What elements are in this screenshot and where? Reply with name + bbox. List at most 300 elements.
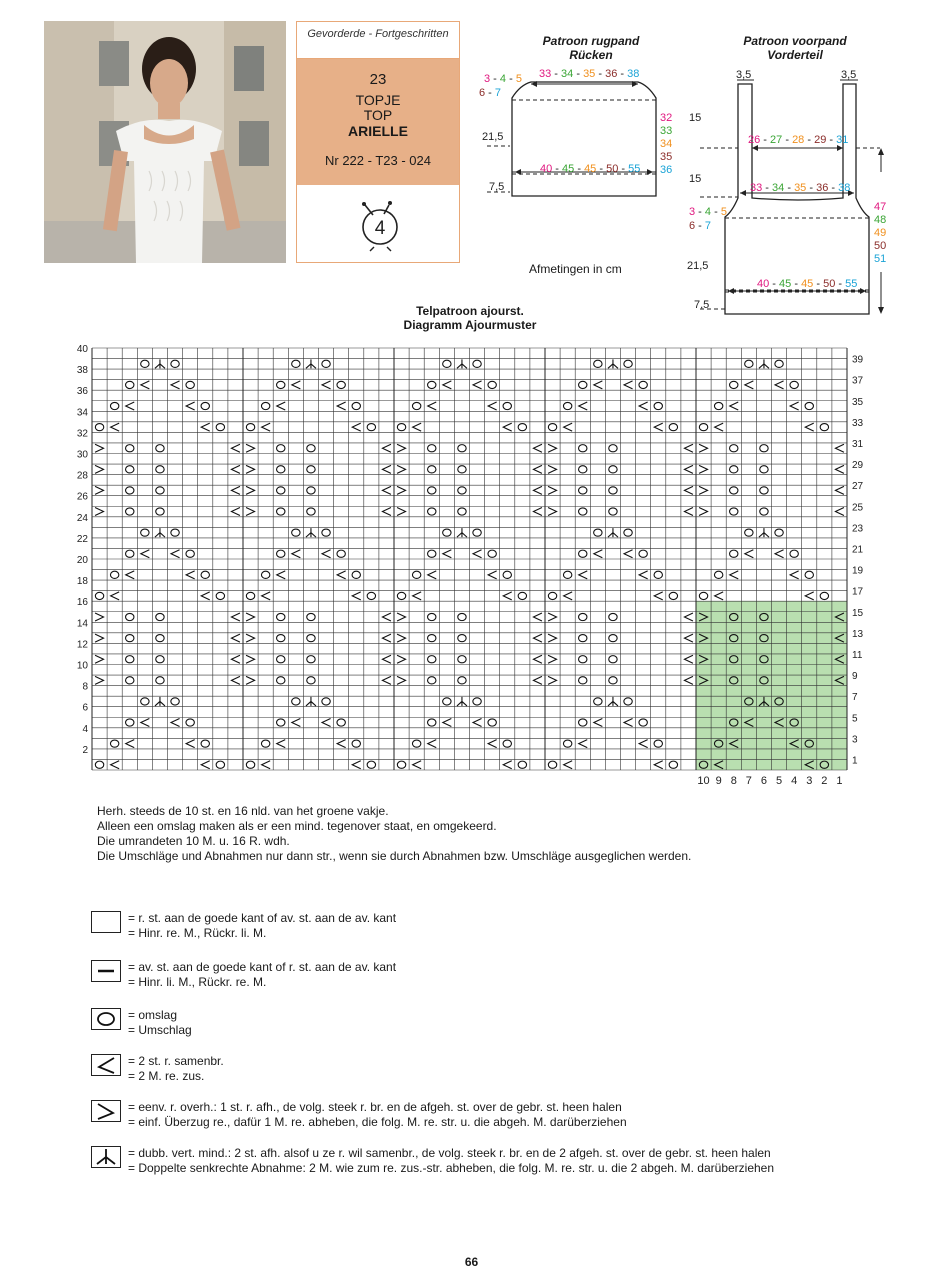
front-bottom-width: 40 - 45 - 45 - 50 - 55 [757,278,858,290]
yarn-over-symbol [261,740,269,747]
column-number: 7 [745,775,752,787]
legend-text-de: = Doppelte senkrechte Abnahme: 2 M. wie zum re. zus.-str. abheben, die folg. M. re. str. u. die 2 abgeh. M. darüberziehen [128,1161,775,1175]
yarn-over-symbol [639,381,647,388]
yarn-over-symbol [473,529,481,536]
back-title-de: Rücken [569,48,613,62]
k2tog-symbol [639,740,648,748]
yarn-over-symbol [503,571,511,578]
row-number-left: 36 [76,386,88,398]
yarn-over-symbol [579,466,587,473]
yarn-over-symbol [156,656,164,663]
yarn-over-symbol [805,402,813,409]
yarn-over-symbol [428,381,436,388]
row-number-left: 4 [82,723,88,735]
ssk-symbol [548,676,557,684]
ssk-symbol [397,655,406,663]
yarn-over-symbol [443,360,451,367]
yarn-over-symbol [548,761,556,768]
k2tog-symbol [684,676,693,684]
legend-text-nl: = 2 st. r. samenbr. [128,1054,224,1068]
legend-text-nl: = av. st. aan de goede kant of r. st. aan de av. kant [128,960,397,974]
k2tog-symbol [382,465,391,473]
ssk-symbol [95,444,104,452]
yarn-over-symbol [443,698,451,705]
yarn-over-symbol [352,740,360,747]
yarn-over-symbol [730,445,738,452]
yarn-over-symbol [156,508,164,515]
double-decrease-symbol [457,697,467,706]
yarn-over-symbol [775,529,783,536]
ssk-symbol [397,676,406,684]
yarn-over-symbol [126,550,134,557]
yarn-over-symbol [156,677,164,684]
yarn-over-symbol [805,571,813,578]
yarn-over-symbol [669,592,677,599]
k2tog-symbol [715,423,724,431]
yarn-over-symbol [261,571,269,578]
ssk-symbol [699,508,708,516]
k2tog-symbol [413,761,422,769]
ssk-symbol [548,634,557,642]
k2tog-symbol [337,740,346,748]
note-line: Herh. steeds de 10 st. en 16 nld. van het groene vakje. [97,804,389,818]
k2tog-symbol [503,761,512,769]
k2tog-symbol [382,676,391,684]
front-schematic [680,62,900,324]
k2tog-symbol [201,761,210,769]
yarn-over-symbol [412,740,420,747]
yarn-over-symbol [307,466,315,473]
k2tog-symbol [126,402,135,410]
yarn-over-symbol [186,381,194,388]
yarn-over-symbol [488,381,496,388]
ssk-symbol [699,444,708,452]
row-number-left: 10 [76,660,88,672]
yarn-over-symbol [579,656,587,663]
ssk-symbol [548,508,557,516]
k2tog-symbol [684,465,693,473]
pattern-title-band [297,59,459,185]
ssk-symbol [246,465,255,473]
ssk-symbol [548,655,557,663]
yarn-over-symbol [563,571,571,578]
yarn-over-symbol [579,677,587,684]
k2tog-symbol [443,550,452,558]
yarn-over-symbol [156,487,164,494]
ssk-symbol [397,486,406,494]
front-title [720,34,870,62]
k2tog-symbol [745,550,754,558]
yarn-over-symbol [820,592,828,599]
yarn-over-symbol [518,761,526,768]
yarn-over-symbol [654,571,662,578]
yarn-over-symbol [216,424,224,431]
yarn-over-symbol [141,529,149,536]
yarn-over-symbol [458,466,466,473]
k2tog-symbol [730,402,739,410]
k2tog-symbol [564,592,573,600]
row-number-right: 29 [852,460,864,472]
pattern-name-model: ARIELLE [348,123,408,139]
pattern-info-card [296,21,460,263]
double-decrease-symbol [759,528,769,537]
k2tog-symbol [292,381,301,389]
row-number-right: 19 [852,565,864,577]
yarn-over-symbol [548,592,556,599]
ssk-symbol [246,444,255,452]
yarn-over-symbol [458,487,466,494]
yarn-over-symbol [428,635,436,642]
k2tog-symbol [322,381,331,389]
yarn-over-symbol [730,487,738,494]
legend-text-nl: = dubb. vert. mind.: 2 st. afh. alsof u ze r. wil samenbr., de volg. steek r. br. en de 2 afgeh. st. over de gebr. st. heen halen [128,1146,771,1160]
yarn-over-symbol [609,445,617,452]
k2tog-symbol [382,486,391,494]
yarn-over-symbol [397,761,405,768]
yarn-over-symbol [201,740,209,747]
k2tog-symbol [186,571,195,579]
yarn-over-symbol [518,592,526,599]
yarn-over-symbol [171,698,179,705]
k2tog-symbol [126,571,135,579]
k2tog-symbol [201,423,210,431]
k2tog-symbol [352,423,361,431]
difficulty-badge [297,185,459,263]
yarn-over-symbol [352,571,360,578]
ssk-symbol [95,465,104,473]
k2tog-symbol [352,761,361,769]
row-number-right: 1 [852,755,858,767]
skill-level: Gevorderde - Fortgeschritten [297,22,459,59]
row-number-right: 39 [852,354,864,366]
row-number-right: 31 [852,438,864,450]
yarn-over-symbol [428,719,436,726]
k2tog-symbol [277,571,286,579]
yarn-over-symbol [473,360,481,367]
yarn-over-symbol [292,529,300,536]
yarn-over-symbol [458,613,466,620]
front-side-top-a: 3 - 4 - 5 [689,206,727,218]
yarn-over-symbol [95,424,103,431]
yarn-over-symbol [307,487,315,494]
yarn-over-symbol [156,466,164,473]
k2tog-symbol [488,740,497,748]
k2tog-symbol [352,592,361,600]
k2tog-symbol [231,613,240,621]
yarn-over-symbol [458,508,466,515]
double-decrease-symbol [608,528,618,537]
double-decrease-symbol [457,359,467,368]
k2tog-symbol [775,550,784,558]
row-number-left: 18 [76,576,88,588]
column-number: 8 [730,775,737,787]
k2tog-symbol [639,402,648,410]
ssk-symbol [95,634,104,642]
k2tog-symbol [654,761,663,769]
front-bottom-label: 7,5 [694,299,710,311]
yarn-over-symbol [307,613,315,620]
yarn-over-symbol [790,550,798,557]
k2tog-symbol [579,740,588,748]
yarn-over-symbol [307,445,315,452]
k2tog-symbol [201,592,210,600]
yarn-over-symbol [277,466,285,473]
double-decrease-symbol [155,359,165,368]
yarn-over-symbol [820,424,828,431]
row-number-left: 12 [76,639,88,651]
legend-text-de: = Hinr. li. M., Rückr. re. M. [128,975,267,989]
k2tog-symbol [684,634,693,642]
k2tog-symbol [277,740,286,748]
yarn-over-symbol [337,550,345,557]
back-title-nl: Patroon rugpand [542,34,640,48]
yarn-over-symbol [307,508,315,515]
k2tog-symbol [533,613,542,621]
k2tog-symbol [790,571,799,579]
k2tog-symbol [533,486,542,494]
k2tog-symbol [835,508,844,516]
legend-text-de: = Umschlag [128,1023,192,1037]
yarn-over-symbol [277,381,285,388]
yarn-over-symbol [428,550,436,557]
yarn-over-symbol [126,381,134,388]
front-left-label: 21,5 [687,260,709,272]
yarn-over-symbol [443,529,451,536]
yarn-over-symbol [760,466,768,473]
row-number-left: 8 [82,681,88,693]
column-number: 1 [836,775,843,787]
double-decrease-symbol [457,528,467,537]
k2tog-symbol [186,740,195,748]
k2tog-symbol [684,613,693,621]
pattern-reference: Nr 222 - T23 - 024 [325,153,431,168]
yarn-over-symbol [126,635,134,642]
yarn-over-symbol [246,424,254,431]
k2tog-symbol [292,550,301,558]
ssk-symbol [548,486,557,494]
yarn-over-symbol [428,613,436,620]
row-number-right: 33 [852,417,864,429]
chart-title [330,304,610,332]
front-title-nl: Patroon voorpand [743,34,847,48]
yarn-over-symbol [639,550,647,557]
k2tog-symbol [428,402,437,410]
yarn-over-symbol [428,656,436,663]
k2tog-symbol [533,508,542,516]
row-number-left: 20 [76,555,88,566]
k2tog-symbol [428,571,437,579]
yarn-over-symbol [397,592,405,599]
yarn-over-symbol [277,677,285,684]
k2tog-symbol [262,592,271,600]
k2tog-symbol [594,550,603,558]
back-top-width: 33 - 34 - 35 - 36 - 38 [539,68,640,80]
yarn-over-symbol [714,571,722,578]
k2tog-symbol [579,402,588,410]
k2tog-symbol [533,676,542,684]
back-height: 32 33 34 35 36 [660,112,673,176]
k2tog-symbol [775,381,784,389]
row-number-left: 24 [76,512,88,524]
k2tog-symbol [337,571,346,579]
yarn-over-symbol [428,445,436,452]
yarn-over-symbol [126,656,134,663]
row-number-left: 2 [82,744,88,756]
ssk-symbol [95,486,104,494]
legend-text-de: = einf. Überzug re., dafür 1 M. re. abheben, die folg. M. re. str. u. die abgeh. M. darüberziehen [128,1115,627,1129]
row-number-left: 26 [76,491,88,503]
yarn-over-symbol [790,381,798,388]
legend-text-de: = 2 M. re. zus. [128,1069,205,1083]
yarn-over-symbol [579,381,587,388]
pattern-notes [97,804,691,864]
yarn-over-symbol [699,424,707,431]
k2tog-symbol [231,444,240,452]
k2tog-symbol [684,655,693,663]
front-upper-width: 26 - 27 - 28 - 29 - 31 [748,134,849,146]
double-decrease-symbol [306,528,316,537]
yarn-over-symbol [609,635,617,642]
yarn-over-symbol [594,698,602,705]
front-middle-height: 15 [689,173,702,185]
yarn-over-symbol [201,402,209,409]
yarn-over-symbol [156,613,164,620]
column-number: 4 [791,775,798,787]
k2tog-symbol [262,423,271,431]
yarn-over-symbol [337,381,345,388]
yarn-over-symbol [503,402,511,409]
ssk-symbol [397,465,406,473]
yarn-over-symbol [95,761,103,768]
row-number-right: 11 [852,649,863,661]
k2tog-symbol [730,571,739,579]
yarn-over-symbol [730,381,738,388]
front-strap-right: 3,5 [841,69,857,81]
yarn-over-symbol [277,508,285,515]
back-side-top-b: 6 - 7 [479,87,502,99]
yarn-over-symbol [201,571,209,578]
k2tog-symbol [186,402,195,410]
yarn-over-symbol [171,529,179,536]
yarn-over-symbol [594,360,602,367]
yarn-over-symbol [277,550,285,557]
yarn-over-symbol [126,719,134,726]
yarn-over-symbol [216,592,224,599]
yarn-over-symbol [141,360,149,367]
double-decrease-symbol [759,359,769,368]
pattern-name-de: TOP [363,107,393,123]
row-number-right: 7 [852,692,858,704]
k2tog-symbol [805,423,814,431]
k2tog-symbol [473,550,482,558]
front-title-de: Vorderteil [767,48,823,62]
yarn-over-symbol [654,402,662,409]
yarn-over-symbol [322,698,330,705]
k2tog-symbol [141,719,150,727]
yarn-over-symbol [277,719,285,726]
row-number-left: 30 [76,449,88,461]
chart-title-de: Diagramm Ajourmuster [403,318,537,332]
k2tog-symbol [382,634,391,642]
column-number: 6 [760,775,768,787]
yarn-over-symbol [126,677,134,684]
row-number-left: 28 [76,470,88,482]
yarn-over-symbol [579,445,587,452]
legend-text-nl: = eenv. r. overh.: 1 st. r. afh., de volg. steek r. br. en de afgeh. st. over de gebr. st. heen halen [128,1100,622,1114]
k2tog-symbol [231,508,240,516]
yarn-over-symbol [488,719,496,726]
pattern-name-nl: TOPJE [355,92,401,108]
k2tog-symbol [790,402,799,410]
yarn-over-symbol [307,677,315,684]
k2tog-symbol [473,719,482,727]
yarn-over-symbol [156,445,164,452]
row-number-left: 22 [76,533,88,545]
k2tog-symbol [171,550,180,558]
yarn-over-symbol [141,698,149,705]
yarn-over-symbol [216,761,224,768]
k2tog-symbol [126,740,135,748]
k2tog-symbol [624,381,633,389]
back-title [516,34,666,62]
yarn-over-symbol [760,445,768,452]
k2tog-symbol [231,486,240,494]
yarn-over-symbol [367,761,375,768]
ssk-symbol [246,486,255,494]
k2tog-symbol [654,592,663,600]
k2tog-symbol [715,592,724,600]
yarn-over-symbol [412,571,420,578]
yarn-over-symbol [609,677,617,684]
difficulty-number: 4 [374,218,386,239]
pattern-number: 23 [369,71,387,88]
k2tog-symbol [262,761,271,769]
needles-icon [297,185,459,263]
k2tog-symbol [111,592,120,600]
k2tog-symbol [684,508,693,516]
yarn-over-symbol [428,487,436,494]
ssk-symbol [246,508,255,516]
ssk-symbol [95,613,104,621]
yarn-over-symbol [352,402,360,409]
k2tog-symbol [624,550,633,558]
row-number-left: 40 [76,344,88,355]
yarn-over-symbol [639,719,647,726]
yarn-over-symbol [699,592,707,599]
row-number-right: 9 [852,671,858,683]
yarn-over-symbol [126,508,134,515]
yarn-over-symbol [624,698,632,705]
double-decrease-symbol [306,697,316,706]
k2tog-symbol [639,571,648,579]
yarn-over-symbol [745,360,753,367]
double-decrease-symbol [155,697,165,706]
k2tog-symbol [654,423,663,431]
chart-title-nl: Telpatroon ajourst. [416,304,524,318]
k2tog-symbol [533,634,542,642]
yarn-over-symbol [579,613,587,620]
k2tog-symbol [533,655,542,663]
yarn-over-symbol [186,550,194,557]
yarn-over-symbol [397,424,405,431]
row-number-left: 6 [82,702,88,714]
yarn-over-symbol [110,740,118,747]
k2tog-symbol [624,719,633,727]
k2tog-symbol [745,381,754,389]
yarn-over-symbol [609,613,617,620]
yarn-over-symbol [307,635,315,642]
yarn-over-symbol [760,487,768,494]
